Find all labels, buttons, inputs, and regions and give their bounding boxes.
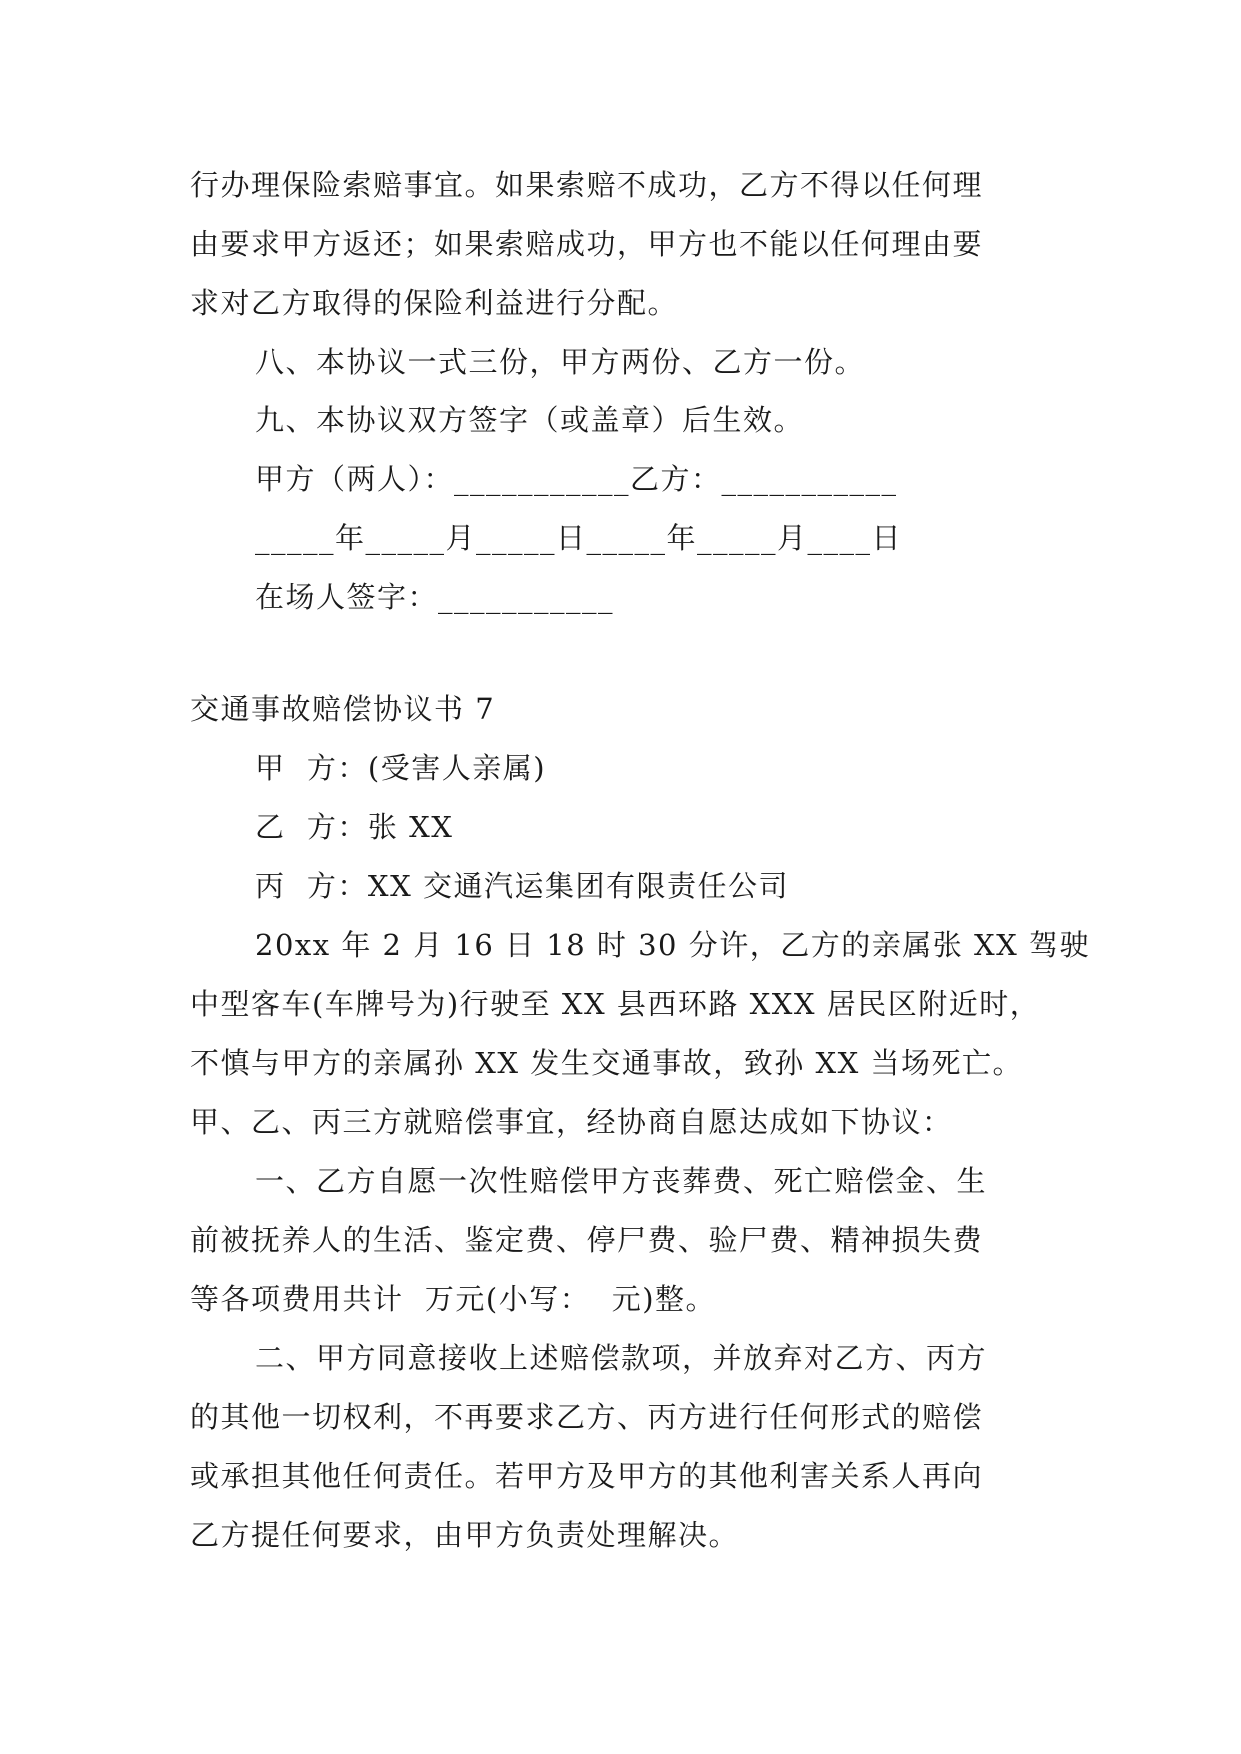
paragraph-line: 中型客车(车牌号为)行驶至 XX 县西环路 XXX 居民区附近时， <box>190 987 1041 1021</box>
signature-date-line: _____年_____月_____日_____年_____月____日 <box>255 521 903 555</box>
party-c: 丙 方：XX 交通汽运集团有限责任公司 <box>255 869 789 903</box>
section-title: 交通事故赔偿协议书 7 <box>190 692 496 726</box>
paragraph-line: 求对乙方取得的保险利益进行分配。 <box>190 286 679 320</box>
paragraph-line: 乙方提任何要求，由甲方负责处理解决。 <box>190 1518 740 1552</box>
paragraph-line: 或承担其他任何责任。若甲方及甲方的其他利害关系人再向 <box>190 1459 984 1493</box>
paragraph-line: 的其他一切权利，不再要求乙方、丙方进行任何形式的赔偿 <box>190 1400 984 1434</box>
party-b: 乙 方：张 XX <box>255 810 454 844</box>
paragraph-line: 等各项费用共计 万元(小写： 元)整。 <box>190 1282 717 1316</box>
clause-8: 八、本协议一式三份，甲方两份、乙方一份。 <box>255 345 866 379</box>
paragraph-line: 行办理保险索赔事宜。如果索赔不成功，乙方不得以任何理 <box>190 168 984 202</box>
witness-signature-line: 在场人签字：___________ <box>255 580 615 614</box>
paragraph-line: 由要求甲方返还；如果索赔成功，甲方也不能以任何理由要 <box>190 227 984 261</box>
signature-line-parties: 甲方（两人）：___________乙方：___________ <box>255 462 898 496</box>
paragraph-line: 甲、乙、丙三方就赔偿事宜，经协商自愿达成如下协议： <box>190 1105 953 1139</box>
paragraph-line: 不慎与甲方的亲属孙 XX 发生交通事故，致孙 XX 当场死亡。 <box>190 1046 1023 1080</box>
paragraph-line: 前被抚养人的生活、鉴定费、停尸费、验尸费、精神损失费 <box>190 1223 984 1257</box>
clause-9: 九、本协议双方签字（或盖章）后生效。 <box>255 403 805 437</box>
clause-2: 二、甲方同意接收上述赔偿款项，并放弃对乙方、丙方 <box>255 1341 988 1375</box>
clause-1: 一、乙方自愿一次性赔偿甲方丧葬费、死亡赔偿金、生 <box>255 1164 988 1198</box>
party-a: 甲 方：(受害人亲属) <box>255 751 547 785</box>
paragraph-line: 20xx 年 2 月 16 日 18 时 30 分许，乙方的亲属张 XX 驾驶 <box>255 928 1090 962</box>
